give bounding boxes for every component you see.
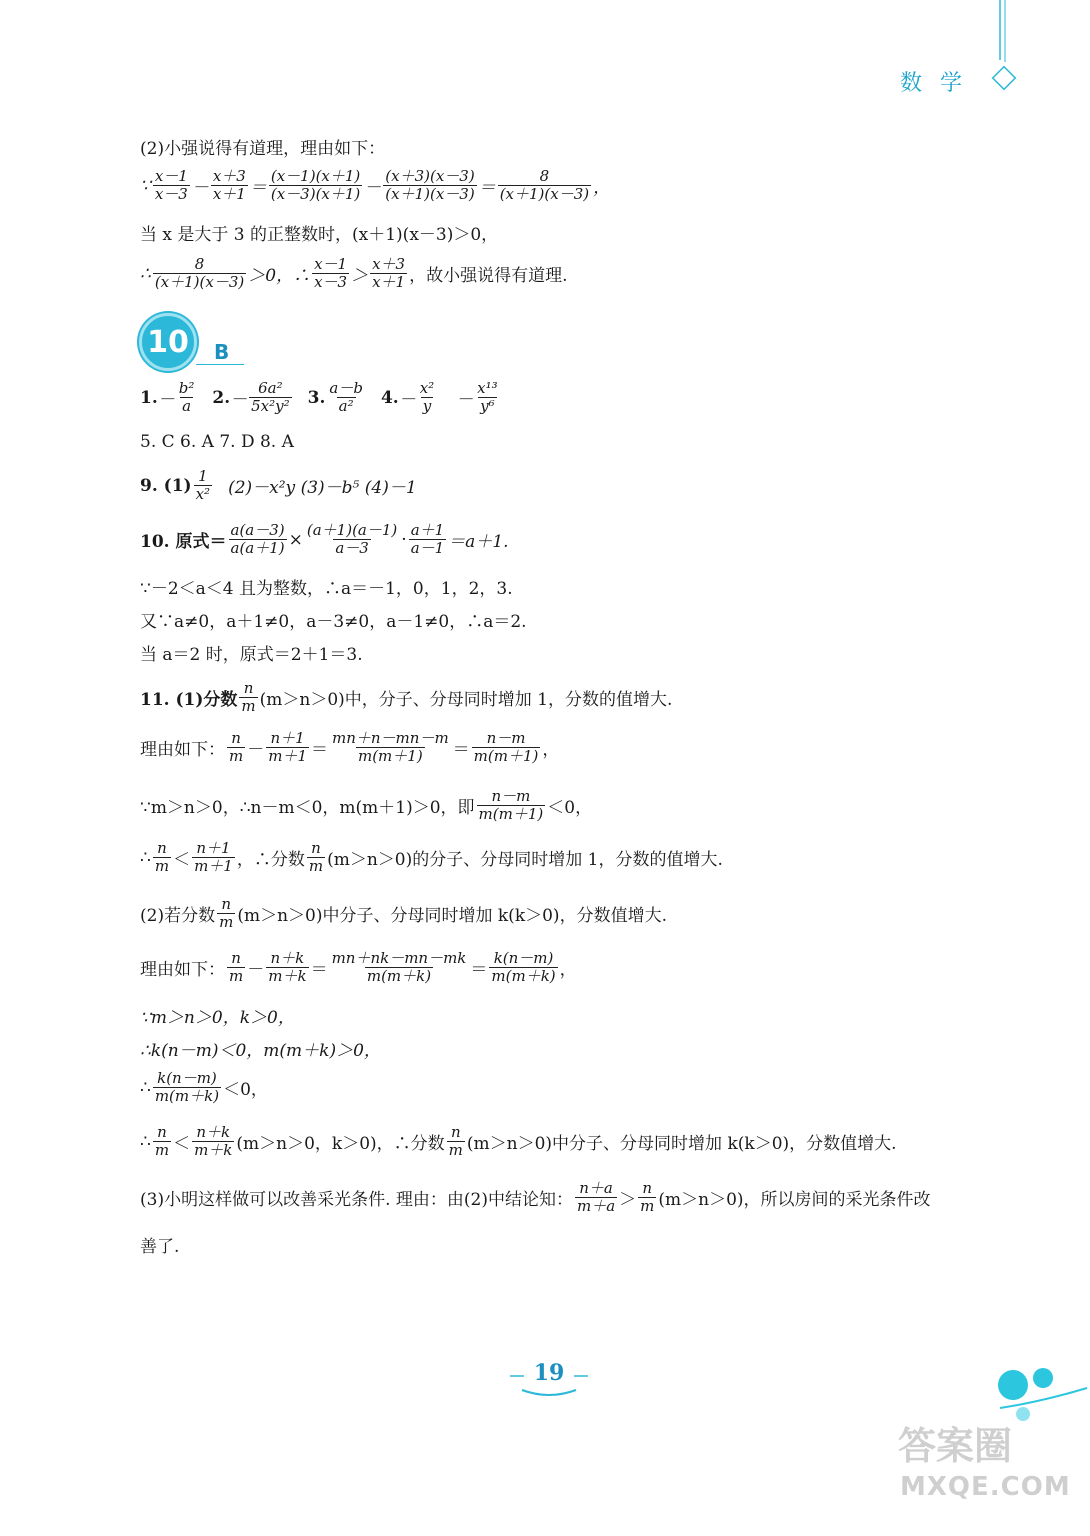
- answer-9: 9. (1) 1 x² (2)－x²y (3)－b⁵ (4)－1: [140, 467, 417, 504]
- watermark-logo: 答案圈: [898, 1424, 1013, 1468]
- answer-11-part2: (2)若分数 n m (m＞n＞0)中分子、分母同时增加 k(k＞0)，分数值增大.: [140, 895, 667, 932]
- answer-11-line1: 11. (1)分数 n m (m＞n＞0)中，分子、分母同时增加 1，分数的值增大.: [140, 679, 673, 716]
- watermark-url: MXQE.COM: [900, 1472, 1071, 1502]
- answers-5-8: 5. C 6. A 7. D 8. A: [140, 432, 294, 452]
- answer-11-part2-line3: ∵m＞n＞0，k＞0，: [140, 1008, 295, 1028]
- answer-11-reason2: ∵m＞n＞0，∴n－m＜0，m(m＋1)＞0，即 n－m m(m＋1) ＜0，: [140, 787, 593, 824]
- answer-11-reason1: 理由如下： n m － n＋1 m＋1 ＝ mn＋n－mn－m m(m＋1) ＝ n－m m(m＋1) ，: [140, 729, 560, 766]
- p2-conclusion: ∴ 8 (x＋1)(x－3) ＞0，∴ x－1 x－3 ＞ x＋3 x＋1 ，故小强说得有道理.: [140, 255, 568, 292]
- answer-10-line1: 10. 原式＝ $\frac{a(a-3)}{a(a+1)}$ × $\frac{(a+1)(a-1)}{a-3}$ · a＋1 a－1 ＝a＋1.: [140, 521, 509, 558]
- answer-11-part2-line5: ∴ k(n－m) m(m＋k) ＜0，: [140, 1069, 268, 1106]
- answer-11-part2-line6: ∴ n m ＜ n＋k m＋k (m＞n＞0，k＞0)，∴分数 n m (m＞n＞0)中分子、分母同时增加 k(k＞0)，分数值增大.: [140, 1123, 897, 1160]
- answer-11-part3: (3)小明这样做可以改善采光条件. 理由：由(2)中结论知： n＋a m＋a ＞ n m (m＞n＞0)，所以房间的采光条件改: [140, 1179, 931, 1216]
- subject-header: 数学: [900, 71, 981, 96]
- p2-intro: (2)小强说得有道理，理由如下：: [140, 139, 386, 159]
- p2-equation: ∵ x－1 x－3 － x＋3 x＋1 ＝ (x－1)(x＋1) (x－3)(x＋1) － (x＋3)(x－3) (x＋1)(x－3) ＝ 8 (x＋1)(x－3) ，: [140, 167, 611, 204]
- p2-when: 当 x 是大于 3 的正整数时，(x＋1)(x－3)＞0，: [140, 225, 499, 245]
- answer-10-line2: ∵－2＜a＜4 且为整数，∴a＝－1，0，1，2，3.: [140, 579, 513, 599]
- answer-10-line4: 当 a＝2 时，原式＝2＋1＝3.: [140, 645, 363, 665]
- answer-11-reason3: ∴ n m ＜ n＋1 m＋1 ，∴分数 n m (m＞n＞0)的分子、分母同时增加 1，分数的值增大.: [140, 839, 723, 876]
- answer-11-part2-line4: ∴k(n－m)＜0，m(m＋k)＞0，: [140, 1041, 381, 1061]
- section-grade: B: [214, 340, 230, 364]
- section-number-badge: 10: [139, 313, 197, 371]
- answers-1-4: 1. － b² a 2. － 6a² 5x²y² 3. a－b a² 4. － x² y － x¹³ y⁶: [140, 379, 498, 416]
- answer-10-line3: 又∵a≠0，a＋1≠0，a－3≠0，a－1≠0，∴a＝2.: [140, 612, 527, 632]
- answer-11-part2-reason: 理由如下： n m － n＋k m＋k ＝ mn＋nk－mn－mk m(m＋k) ＝ k(n－m) m(m＋k) ，: [140, 949, 577, 986]
- page-number: 19: [533, 1360, 565, 1386]
- header-decoration: [990, 0, 1030, 100]
- section-underline: [196, 364, 244, 365]
- answer-11-part3-end: 善了.: [140, 1237, 180, 1257]
